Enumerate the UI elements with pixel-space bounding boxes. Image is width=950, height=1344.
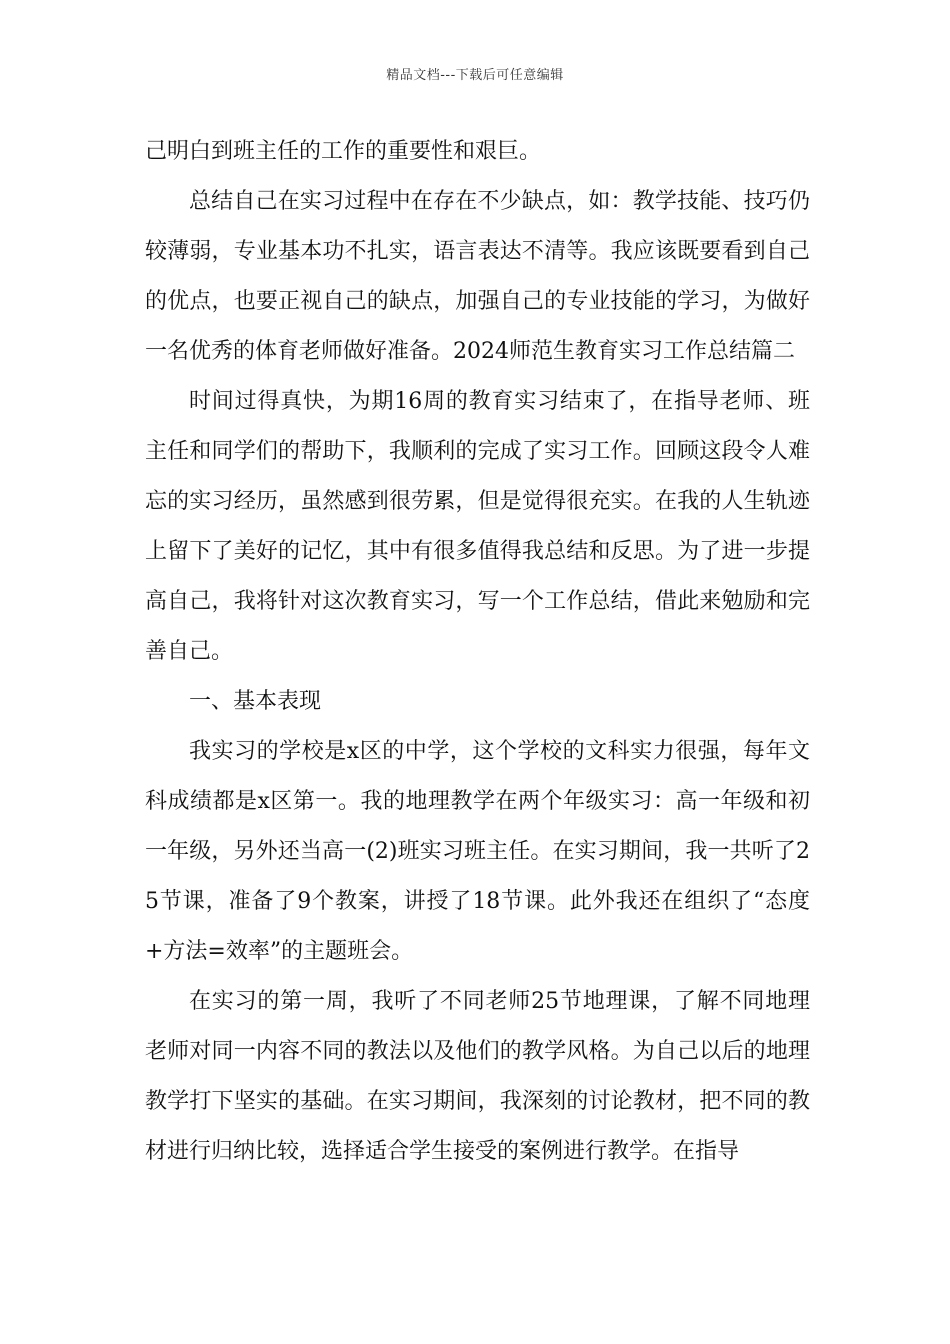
paragraph-school-info: 我实习的学校是x区的中学，这个学校的文科实力很强，每年文科成绩都是x区第一。我的地理教学在两个年级实习：高一年级和初一年级，另外还当高一(2)班实习班主任。在实习期间，我一共听了25节课，准备了9个教案，讲授了18节课。此外我还在组织了“态度+方法=效率”的主题班会。: [145, 739, 810, 964]
paragraph-intro: 时间过得真快，为期16周的教育实习结束了，在指导老师、班主任和同学们的帮助下，我顺利的完成了实习工作。回顾这段令人难忘的实习经历，虽然感到很劳累，但是觉得很充实。在我的人生轨迹上留下了美好的记忆，其中有很多值得我总结和反思。为了进一步提高自己，我将针对这次教育实习，写一个工作总结，借此来勉励和完善自己。: [145, 389, 810, 664]
section-heading-basic-performance: 一、基本表现: [189, 689, 322, 714]
paragraph-continuation: 己明白到班主任的工作的重要性和艰巨。: [145, 139, 542, 164]
document-body: [145, 127, 810, 1177]
page-header: 精品文档---下载后可任意编辑: [386, 68, 564, 83]
paragraph-first-week: 在实习的第一周，我听了不同老师25节地理课，了解不同地理老师对同一内容不同的教法以及他们的教学风格。为自己以后的地理教学打下坚实的基础。在实习期间，我深刻的讨论教材，把不同的教材进行归纳比较，选择适合学生接受的案例进行教学。在指导: [145, 989, 810, 1164]
paragraph-shortcomings: 总结自己在实习过程中在存在不少缺点，如：教学技能、技巧仍较薄弱，专业基本功不扎实，语言表达不清等。我应该既要看到自己的优点，也要正视自己的缺点，加强自己的专业技能的学习，为做好一名优秀的体育老师做好准备。2024师范生教育实习工作总结篇二: [145, 189, 810, 364]
